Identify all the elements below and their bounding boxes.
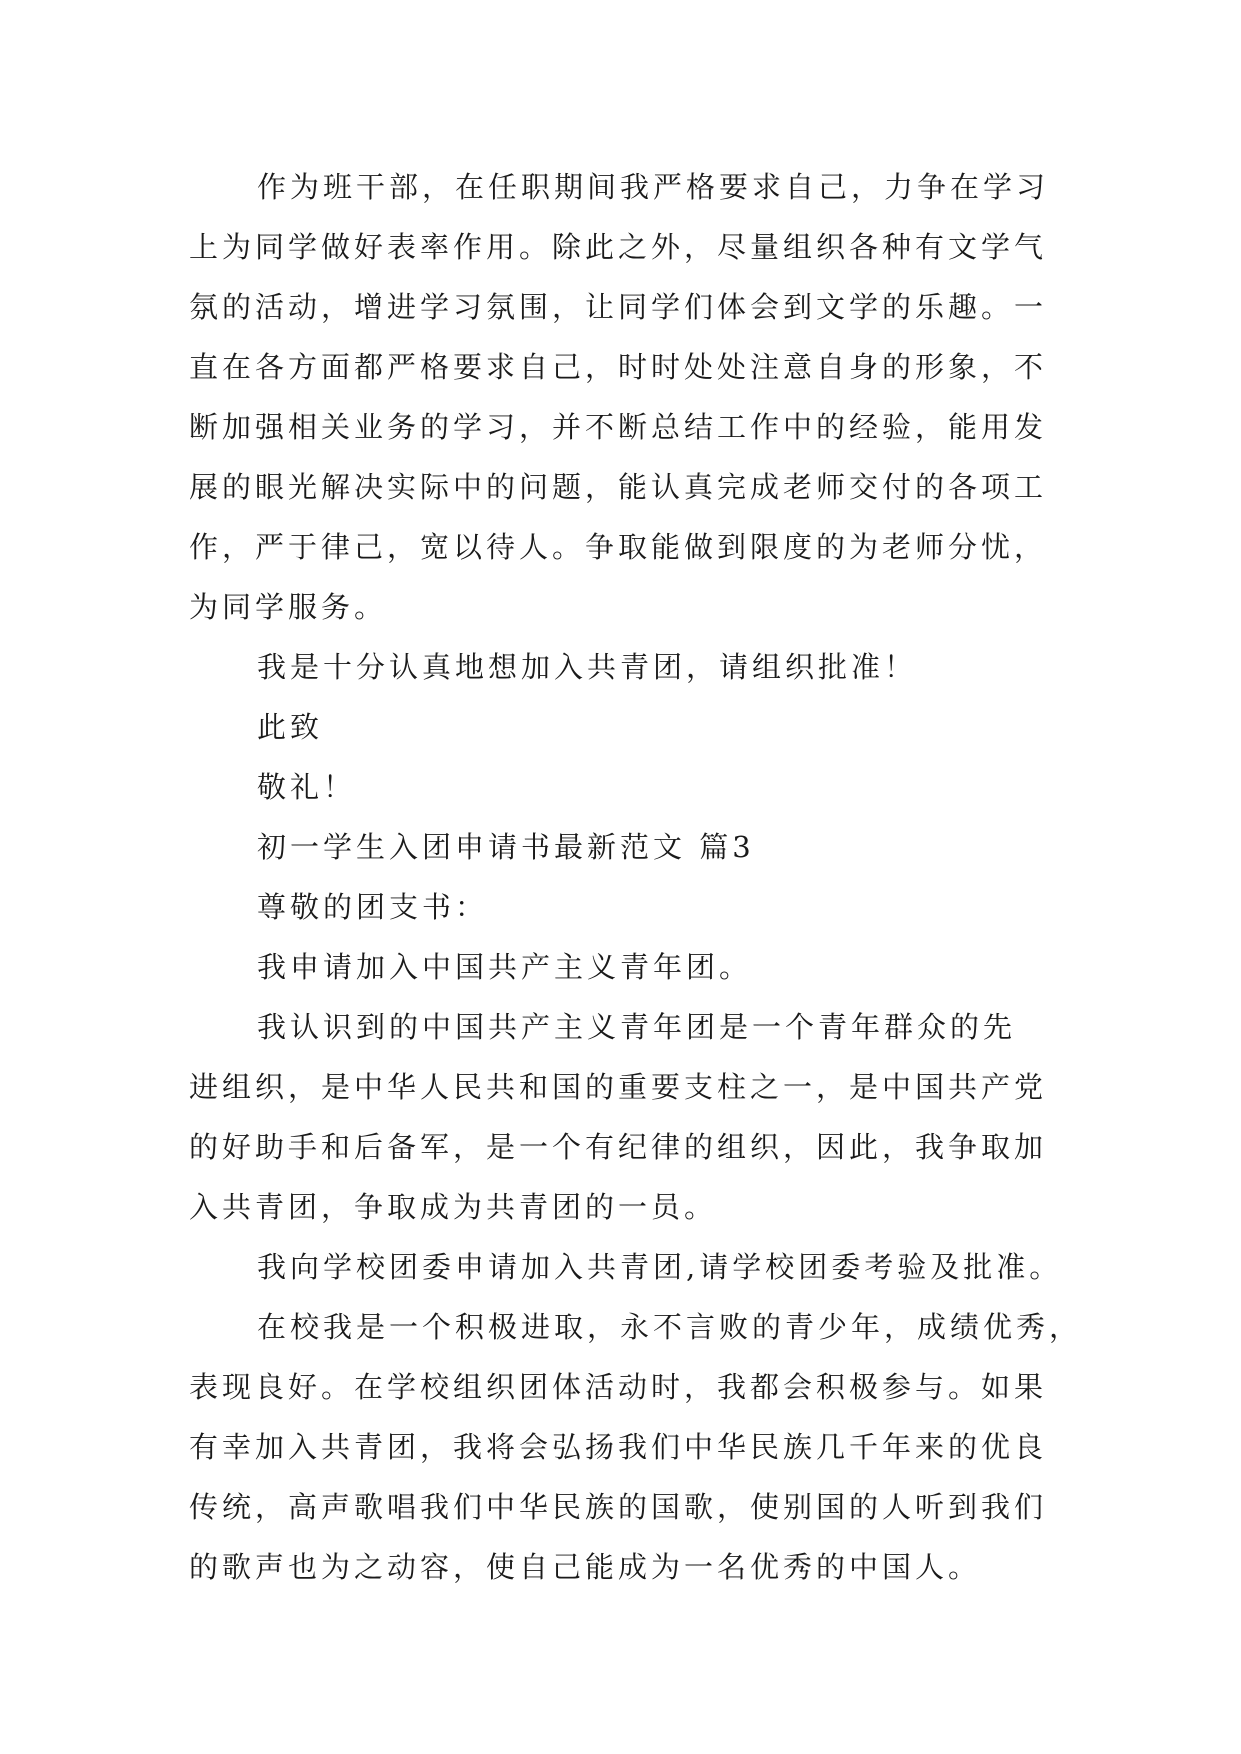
paragraph-line: 我认识到的中国共产主义青年团是一个青年群众的先: [257, 1010, 1017, 1044]
paragraph-line: 我申请加入中国共产主义青年团。: [257, 950, 753, 984]
closing-line: 敬礼！: [257, 770, 357, 804]
salutation: 尊敬的团支书：: [257, 890, 489, 924]
paragraph-line: 传统，高声歌唱我们中华民族的国歌，使别国的人听到我们: [189, 1490, 1048, 1524]
paragraph-line: 上为同学做好表率作用。除此之外，尽量组织各种有文学气: [189, 230, 1048, 264]
paragraph-line: 的好助手和后备军，是一个有纪律的组织，因此，我争取加: [189, 1130, 1048, 1164]
paragraph-line: 为同学服务。: [189, 590, 388, 624]
paragraph-line: 在校我是一个积极进取，永不言败的青少年，成绩优秀，: [257, 1310, 1083, 1344]
paragraph-line: 我向学校团委申请加入共青团,请学校团委考验及批准。: [257, 1250, 1063, 1284]
paragraph-line: 作，严于律己，宽以待人。争取能做到限度的为老师分忧，: [189, 530, 1048, 564]
paragraph-line: 直在各方面都严格要求自己，时时处处注意自身的形象，不: [189, 350, 1048, 384]
paragraph-line: 我是十分认真地想加入共青团，请组织批准！: [257, 650, 918, 684]
paragraph-line: 入共青团，争取成为共青团的一员。: [189, 1190, 718, 1224]
paragraph-line: 作为班干部，在任职期间我严格要求自己，力争在学习: [257, 170, 1050, 204]
paragraph-line: 表现良好。在学校组织团体活动时，我都会积极参与。如果: [189, 1370, 1048, 1404]
paragraph-line: 有幸加入共青团，我将会弘扬我们中华民族几千年来的优良: [189, 1430, 1048, 1464]
closing-line: 此致: [257, 710, 324, 744]
section-title: 初一学生入团申请书最新范文 篇3: [257, 830, 755, 864]
paragraph-line: 断加强相关业务的学习，并不断总结工作中的经验，能用发: [189, 410, 1048, 444]
paragraph-line: 进组织，是中华人民共和国的重要支柱之一，是中国共产党: [189, 1070, 1048, 1104]
paragraph-line: 展的眼光解决实际中的问题，能认真完成老师交付的各项工: [189, 470, 1048, 504]
paragraph-line: 氛的活动，增进学习氛围，让同学们体会到文学的乐趣。一: [189, 290, 1048, 324]
paragraph-line: 的歌声也为之动容，使自己能成为一名优秀的中国人。: [189, 1550, 982, 1584]
